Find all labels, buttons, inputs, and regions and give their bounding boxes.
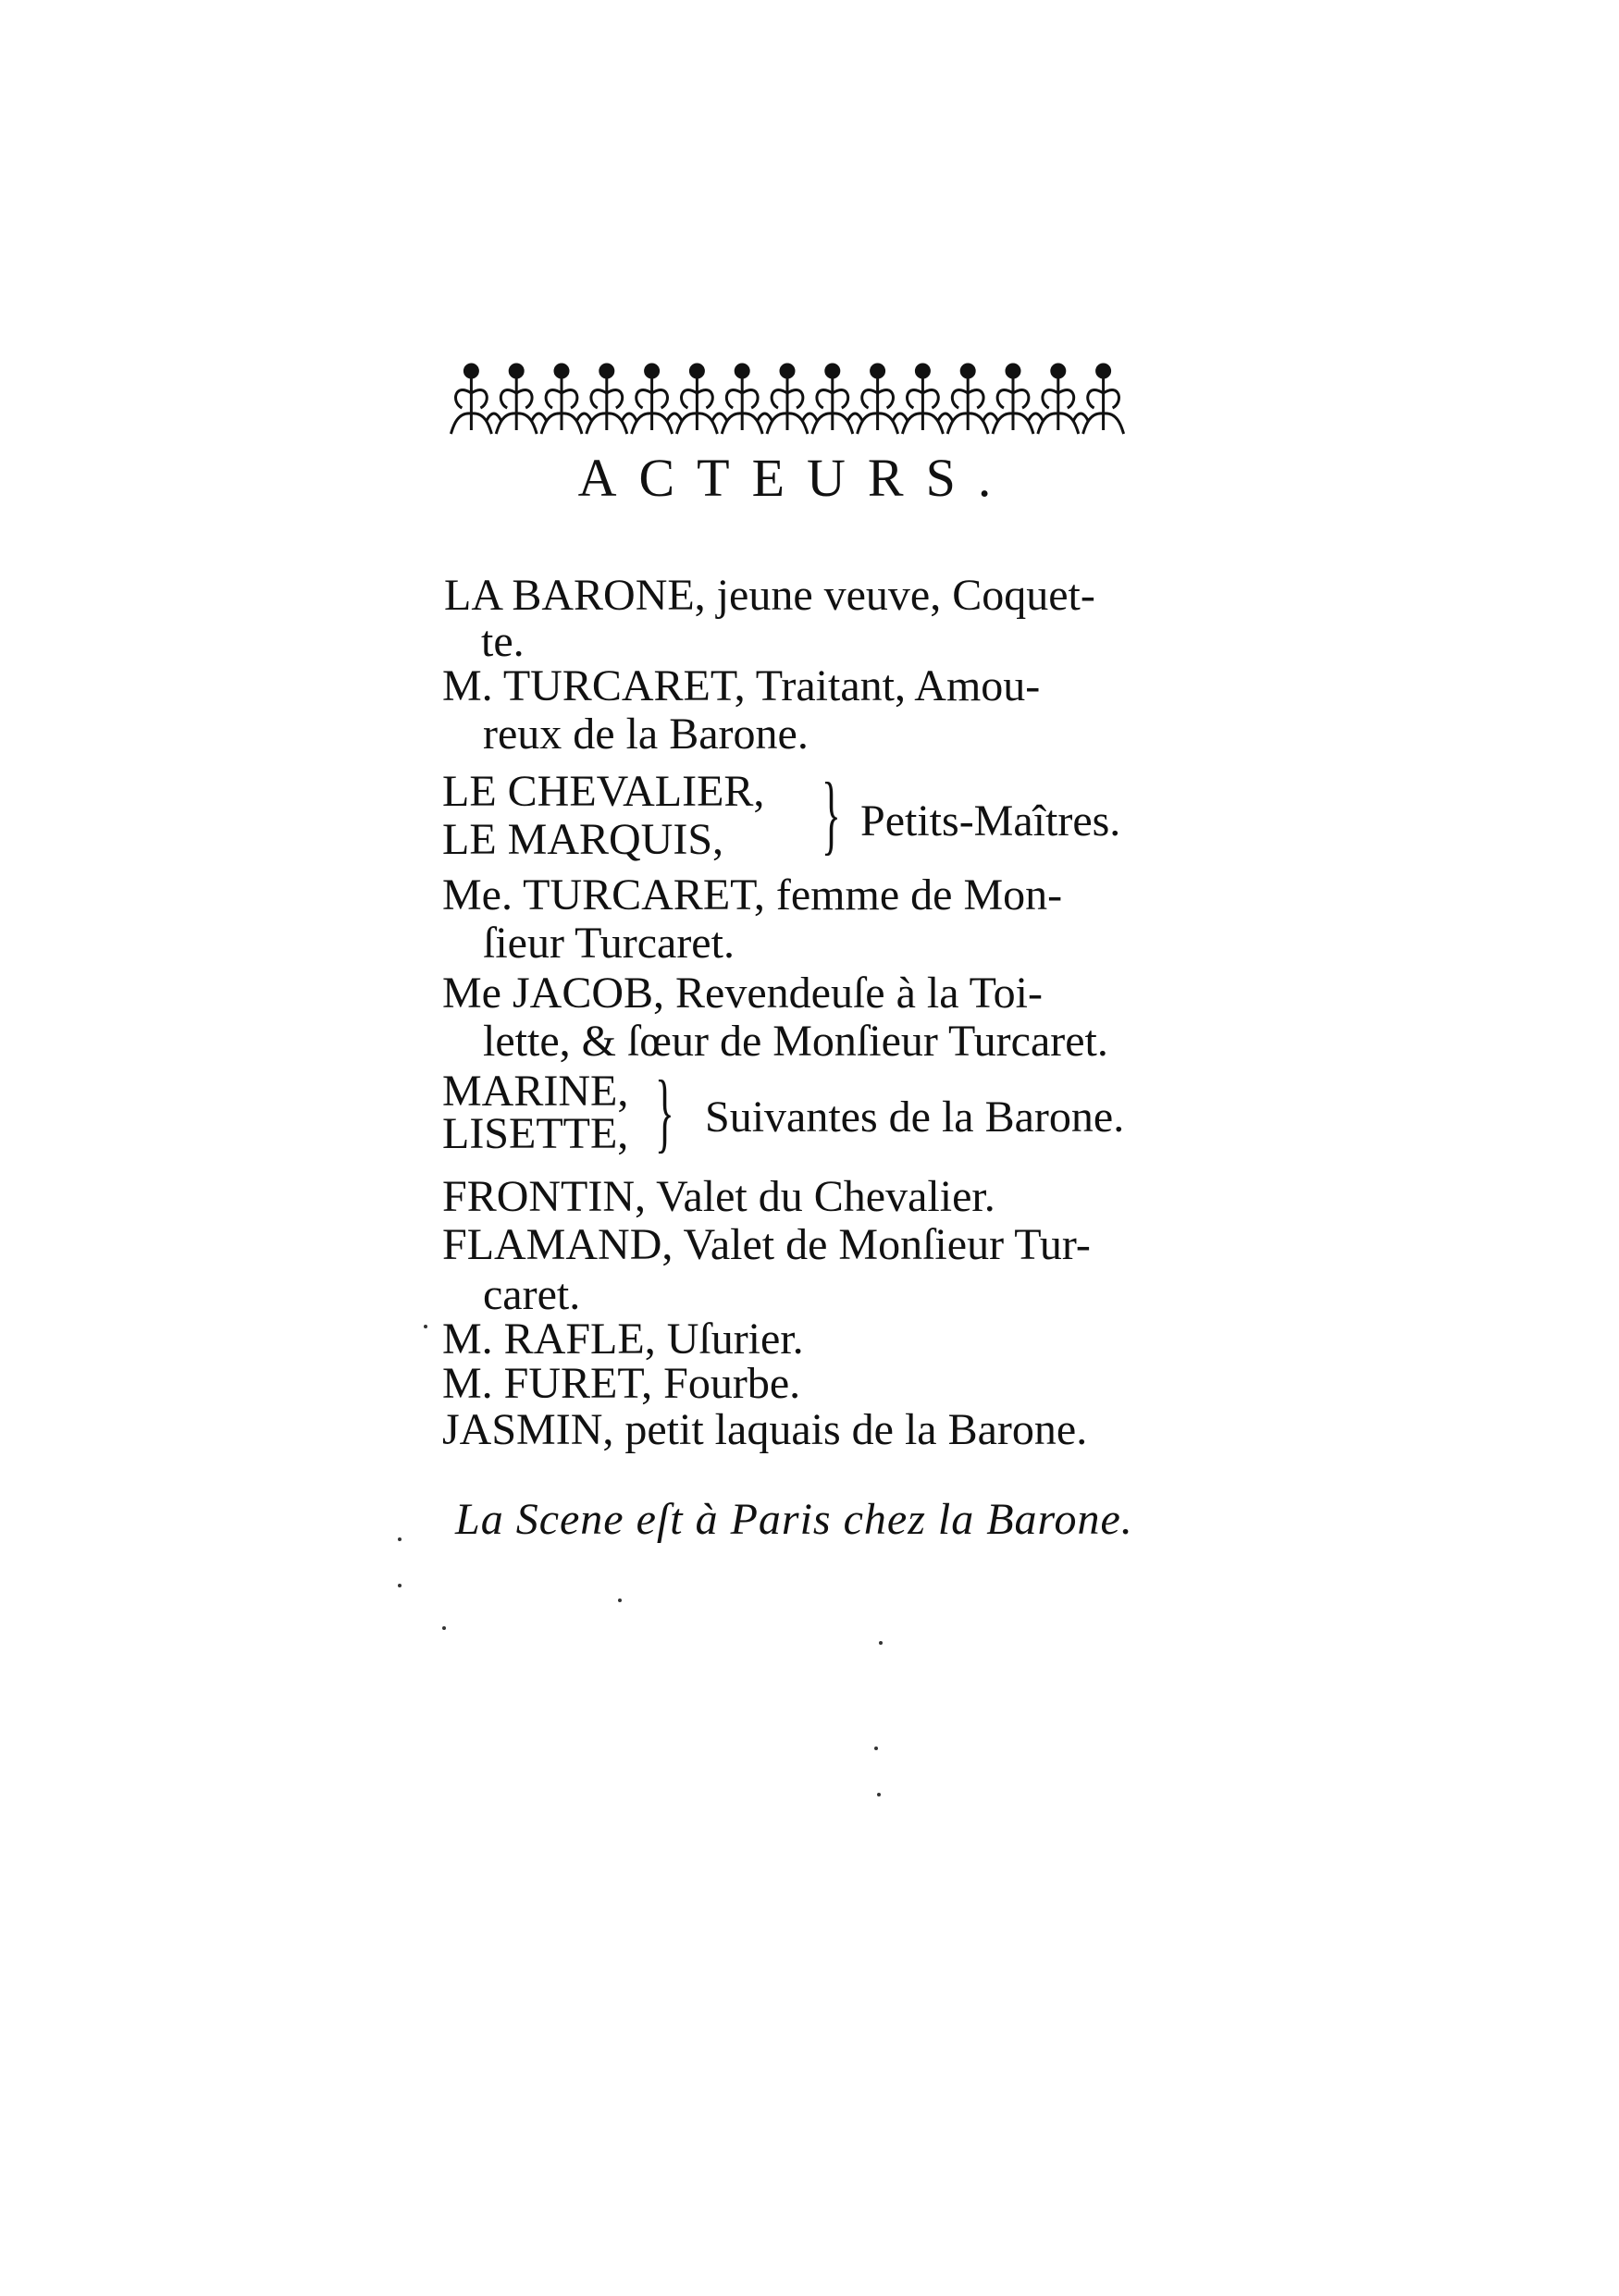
group-description: Petits-Maîtres. <box>860 796 1121 846</box>
print-speck <box>398 1537 402 1541</box>
group-brace: } <box>655 1062 674 1161</box>
group-brace: } <box>822 764 841 863</box>
cast-line: FRONTIN, Valet du Chevalier. <box>442 1172 995 1221</box>
cast-line: reux de la Barone. <box>483 710 809 759</box>
print-speck <box>877 1793 881 1796</box>
print-speck <box>618 1599 622 1602</box>
print-speck <box>874 1747 878 1750</box>
group-description: Suivantes de la Barone. <box>705 1092 1125 1142</box>
cast-line: LA BARONE, jeune veuve, Coquet- <box>444 571 1095 620</box>
scene-note: La Scene eſt à Paris chez la Barone. <box>455 1495 1133 1544</box>
cast-line: JASMIN, petit laquais de la Barone. <box>442 1405 1088 1454</box>
cast-line: ſieur Turcaret. <box>483 919 735 968</box>
print-speck <box>424 1325 427 1328</box>
print-speck <box>879 1641 883 1645</box>
cast-line: M. FURET, Fourbe. <box>442 1359 801 1408</box>
cast-line: Me. TURCARET, femme de Mon- <box>442 870 1063 920</box>
cast-line: M. TURCARET, Traitant, Amou- <box>442 661 1041 710</box>
group-name: LISETTE, <box>442 1109 629 1158</box>
cast-line: lette, & ſœur de Monſieur Turcaret. <box>483 1017 1108 1066</box>
cast-line: te. <box>481 617 525 666</box>
print-speck <box>398 1584 402 1587</box>
page-heading: ACTEURS. <box>577 448 1014 508</box>
cast-line: FLAMAND, Valet de Monſieur Tur- <box>442 1220 1091 1269</box>
group-name: MARINE, <box>442 1067 629 1116</box>
cast-line: M. RAFLE, Uſurier. <box>442 1315 804 1364</box>
group-name: LE CHEVALIER, <box>442 767 765 816</box>
group-name: LE MARQUIS, <box>442 815 724 864</box>
print-speck <box>442 1626 446 1630</box>
cast-line: caret. <box>483 1270 581 1319</box>
cast-line: Me JACOB, Revendeuſe à la Toi- <box>442 969 1043 1018</box>
